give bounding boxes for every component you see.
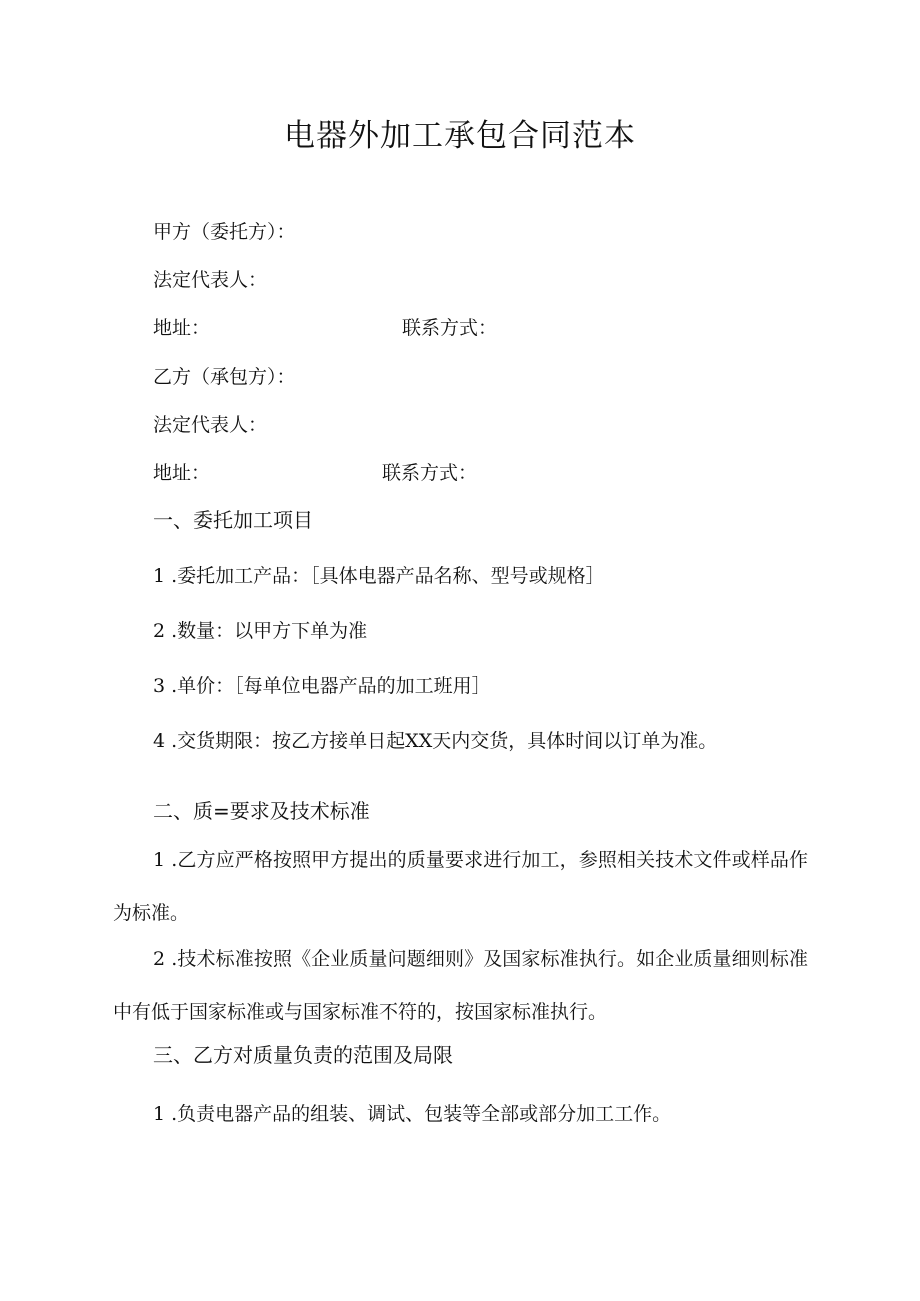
- section-3-heading: 三、乙方对质量负责的范围及局限: [153, 1043, 453, 1067]
- section-1-item: 4 .交货期限：按乙方接单日起XX天内交货，具体时间以订单为准。: [153, 730, 718, 752]
- section-2-heading: 二、质=要求及技术标准: [153, 799, 370, 823]
- section-2-paragraph: 1 .乙方应严格按照甲方提出的质量要求进行加工，参照相关技术文件或样品作为标准。: [113, 849, 808, 924]
- document-title: 电器外加工承包合同范本: [284, 118, 636, 154]
- section-3-item: 1 .负责电器产品的组装、调试、包装等全部或部分加工工作。: [153, 1103, 672, 1125]
- section-2-paragraph: 2 .技术标准按照《企业质量问题细则》及国家标准执行。如企业质量细则标准中有低于国家标准或与国家标准不符的，按国家标准执行。: [113, 948, 808, 1023]
- party-b-contact: 联系方式：: [382, 462, 478, 484]
- party-b-address: 地址：: [153, 462, 211, 484]
- party-a-representative: 法定代表人：: [153, 269, 268, 291]
- section-1-item: 1 .委托加工产品：［具体电器产品名称、型号或规格］: [153, 565, 605, 587]
- party-a-address: 地址：: [153, 317, 211, 339]
- section-1-item: 3 .单价：［每单位电器产品的加工班用］: [153, 675, 491, 697]
- section-1-item: 2 .数量：以甲方下单为准: [153, 620, 368, 642]
- party-b-representative: 法定代表人：: [153, 414, 268, 436]
- section-1-heading: 一、委托加工项目: [153, 508, 313, 532]
- party-a-label: 甲方（委托方）：: [153, 221, 296, 243]
- party-b-label: 乙方（承包方）：: [153, 366, 296, 388]
- party-a-contact: 联系方式：: [402, 317, 498, 339]
